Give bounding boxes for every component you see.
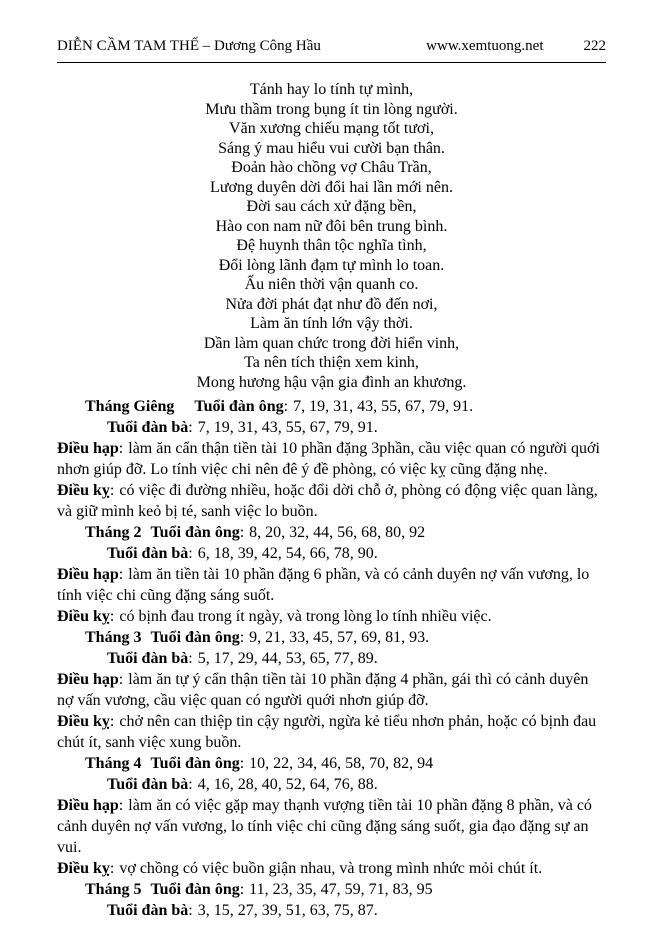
- poem-line: Nửa đời phát đạt như đồ đến nơi,: [225, 295, 438, 313]
- colon: :: [109, 860, 115, 877]
- men-ages-label: Tuổi đàn ông: [150, 755, 240, 772]
- month-3-heading: [57, 627, 606, 648]
- women-ages-values: 5, 17, 29, 44, 53, 65, 77, 89.: [197, 650, 378, 667]
- colon: :: [188, 419, 193, 436]
- poem-line: Đoản hào chồng vợ Châu Trần,: [231, 159, 432, 176]
- poem-line: Đổi lòng lãnh đạm tự mình lo toan.: [218, 256, 445, 274]
- colon: :: [118, 566, 124, 583]
- colon: :: [239, 881, 245, 898]
- header-divider: [57, 62, 606, 63]
- poem-line: Văn xương chiếu mạng tốt tươi,: [229, 120, 434, 137]
- poem-line: Làm ăn tính lớn vậy thời.: [250, 315, 413, 332]
- men-ages-values: 9, 21, 33, 45, 57, 69, 81, 93.: [249, 629, 430, 646]
- month-4-dieu-ky: [57, 858, 606, 879]
- women-ages-label: Tuổi đàn bà: [107, 902, 189, 919]
- women-ages-values: 6, 18, 39, 42, 54, 66, 78, 90.: [197, 545, 378, 562]
- month-5-heading: [57, 879, 606, 900]
- dieu-ky-text: chở nên can thiệp tin cậy người, ngừa kẻ tiểu nhơn phản, hoặc có bịnh đau chút ít, sanh việc xung buồn.: [57, 713, 597, 751]
- colon: :: [118, 671, 124, 688]
- dieu-hap-text: làm ăn cẩn thận tiền tài 10 phần đặng 3phần, cầu việc quan có người quới nhơn giúp đỡ. Lo tính việc chi nên đê ý đề phòng, có việc kỵ cũng đặng nhẹ.: [57, 440, 600, 478]
- dieu-ky-label: Điều kỵ: [57, 860, 110, 877]
- dieu-ky-text: vợ chồng có việc buồn giận nhau, và trong mình nhức mỏi chút ít.: [119, 860, 543, 877]
- poem-line: Hào con nam nữ đôi bên trung bình.: [215, 217, 448, 235]
- poem-line: Ấu niên thời vận quanh co.: [244, 276, 419, 293]
- colon: :: [188, 545, 193, 562]
- women-ages-values: 4, 16, 28, 40, 52, 64, 76, 88.: [197, 776, 378, 793]
- colon: :: [109, 713, 115, 730]
- poem-line: Dần làm quan chức trong đời hiển vinh,: [203, 334, 460, 352]
- colon: :: [188, 902, 193, 919]
- women-ages-values: 3, 15, 27, 39, 51, 63, 75, 87.: [197, 902, 378, 919]
- men-ages-values: 10, 22, 34, 46, 58, 70, 82, 94: [249, 755, 434, 772]
- dieu-hap-text: làm ăn có việc gặp may thạnh vượng tiền tài 10 phần đặng 8 phần, và có cảnh duyên nợ vấn vương, lo tính việc chi cũng đặng sáng suốt, gia đạo đặng sự an vui.: [57, 797, 592, 856]
- women-ages-values: 7, 19, 31, 43, 55, 67, 79, 91.: [197, 419, 378, 436]
- dieu-ky-label: Điều kỵ: [57, 482, 110, 499]
- men-ages-values: 11, 23, 35, 47, 59, 71, 83, 95: [249, 881, 433, 898]
- dieu-ky-label: Điều kỵ: [57, 713, 110, 730]
- women-ages-label: Tuổi đàn bà: [107, 650, 189, 667]
- month-name: Tháng 4: [85, 755, 142, 772]
- site-url: www.xemtuong.net: [426, 38, 544, 54]
- poem-line: Lương duyên dời đổi hai lần mới nên.: [210, 178, 453, 196]
- dieu-hap-label: Điều hạp: [57, 440, 119, 457]
- men-ages-label: Tuổi đàn ông: [150, 524, 240, 541]
- colon: :: [239, 629, 245, 646]
- dieu-ky-label: Điều kỵ: [57, 608, 110, 625]
- month-2-heading: [57, 522, 606, 543]
- women-ages-label: Tuổi đàn bà: [107, 545, 189, 562]
- month-3-dieu-ky: [57, 711, 606, 753]
- poem-line: Sáng ý mau hiểu vui cười bạn thân.: [218, 139, 445, 157]
- dieu-hap-label: Điều hạp: [57, 566, 119, 583]
- women-ages-label: Tuổi đàn bà: [107, 419, 189, 436]
- dieu-ky-text: có bịnh đau trong ít ngày, và trong lòng lo tính nhiều việc.: [119, 608, 492, 625]
- colon: :: [239, 755, 245, 772]
- men-ages-label: Tuổi đàn ông: [150, 629, 240, 646]
- colon: :: [109, 482, 115, 499]
- month-name: Tháng Giêng: [85, 398, 175, 415]
- month-1-heading: [57, 396, 606, 417]
- page-header: [57, 38, 606, 55]
- month-5-women: [57, 900, 606, 921]
- dieu-hap-label: Điều hạp: [57, 797, 119, 814]
- month-2-dieu-hap: [57, 564, 606, 606]
- month-1-women: [57, 417, 606, 438]
- poem-line: Mưu thầm trong bụng ít tin lòng người.: [205, 100, 458, 118]
- month-3-dieu-hap: [57, 669, 606, 711]
- poem-line: Đệ huynh thân tộc nghĩa tình,: [236, 237, 427, 254]
- month-1-dieu-ky: [57, 480, 606, 522]
- book-title: DIỄN CẦM TAM THẾ – Dương Công Hầu: [57, 38, 321, 54]
- colon: :: [188, 776, 193, 793]
- header-right: [426, 38, 606, 55]
- poem: [57, 80, 606, 392]
- colon: :: [118, 797, 124, 814]
- men-ages-values: 8, 20, 32, 44, 56, 68, 80, 92: [249, 524, 426, 541]
- dieu-hap-text: làm ăn tự ý cẩn thận tiền tài 10 phần đặng 4 phần, gái thì có cảnh duyên nợ vấn vương, cầu việc quan có người quới nhơn giúp đỡ.: [57, 671, 589, 709]
- men-ages-values: 7, 19, 31, 43, 55, 67, 79, 91.: [293, 398, 474, 415]
- colon: :: [239, 524, 245, 541]
- dieu-hap-text: làm ăn tiền tài 10 phần đặng 6 phần, và có cảnh duyên nợ vấn vương, lo tính việc chi cũng đặng sáng suốt.: [57, 566, 590, 604]
- dieu-ky-text: có việc đi đường nhiều, hoặc đổi dời chỗ ở, phòng có động việc quan làng, và giữ mình keỏ bị té, sanh việc lo buồn.: [57, 482, 598, 520]
- month-1-dieu-hap: [57, 438, 606, 480]
- page-number: 222: [583, 38, 606, 54]
- month-name: Tháng 3: [85, 629, 142, 646]
- poem-line: Tánh hay lo tính tự mình,: [249, 81, 414, 98]
- poem-line: Ta nên tích thiện xem kinh,: [244, 354, 419, 371]
- colon: :: [109, 608, 115, 625]
- month-2-dieu-ky: [57, 606, 606, 627]
- month-sections: [57, 396, 606, 921]
- month-4-heading: [57, 753, 606, 774]
- month-2-women: [57, 543, 606, 564]
- women-ages-label: Tuổi đàn bà: [107, 776, 189, 793]
- month-4-dieu-hap: [57, 795, 606, 858]
- month-name: Tháng 2: [85, 524, 142, 541]
- men-ages-label: Tuổi đàn ông: [194, 398, 284, 415]
- month-4-women: [57, 774, 606, 795]
- month-name: Tháng 5: [85, 881, 142, 898]
- month-3-women: [57, 648, 606, 669]
- colon: :: [188, 650, 193, 667]
- colon: :: [283, 398, 289, 415]
- poem-line: Đời sau cách xử đặng bền,: [246, 198, 417, 215]
- dieu-hap-label: Điều hạp: [57, 671, 119, 688]
- men-ages-label: Tuổi đàn ông: [150, 881, 240, 898]
- colon: :: [118, 440, 124, 457]
- poem-line: Mong hương hậu vận gia đình an khương.: [196, 373, 467, 391]
